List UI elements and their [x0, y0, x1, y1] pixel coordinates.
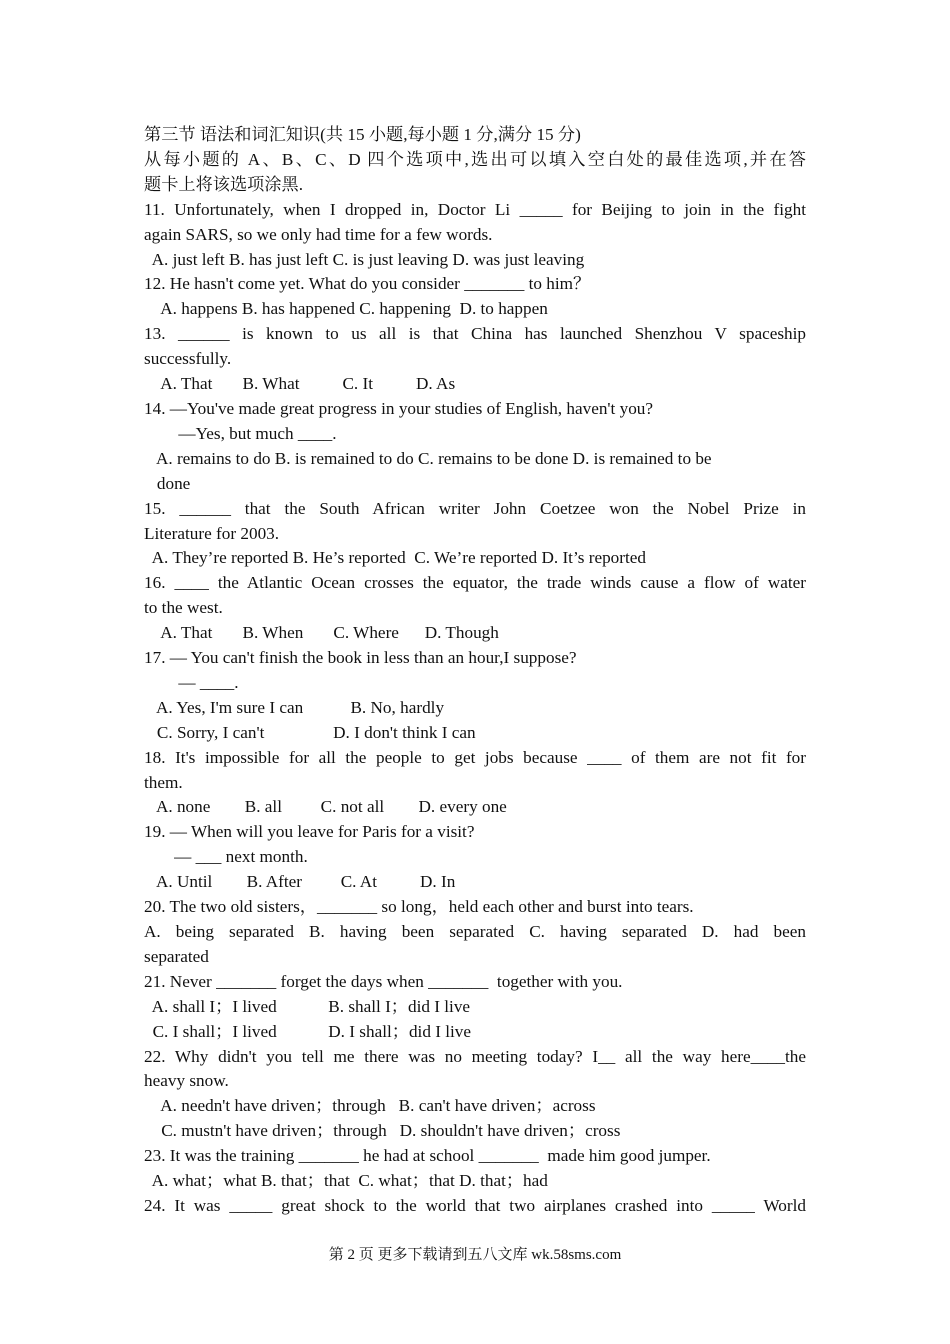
question-options: A. shall I；I lived B. shall I；did I live [144, 996, 471, 1016]
question-line: heavy snow. [144, 1071, 229, 1091]
question-line: successfully. [144, 349, 232, 369]
page-content [144, 123, 806, 1219]
question-line: 21. Never _______ forget the days when _______ together with you. [144, 971, 623, 991]
question-options: done [144, 473, 191, 493]
question-options: A. none B. all C. not all D. every one [144, 797, 507, 817]
question-23 [144, 1144, 806, 1194]
section-instruction: 题卡上将该选项涂黑. [144, 174, 303, 194]
question-line: 11. Unfortunately, when I dropped in, Doctor Li _____ for Beijing to join in the fight [144, 199, 806, 219]
question-options: separated [144, 946, 209, 966]
question-options: A. just left B. has just left C. is just leaving D. was just leaving [144, 249, 585, 269]
question-line: 24. It was _____ great shock to the world that two airplanes crashed into _____ World [144, 1195, 806, 1215]
question-options: A. Until B. After C. At D. In [144, 872, 456, 892]
question-line: 14. —You've made great progress in your studies of English, haven't you? [144, 398, 654, 418]
question-line: — ____. [144, 672, 239, 692]
question-line: 16. ____ the Atlantic Ocean crosses the equator, the trade winds cause a flow of water [144, 573, 806, 593]
question-line: 17. — You can't finish the book in less than an hour,I suppose? [144, 648, 577, 668]
question-15 [144, 497, 806, 572]
question-options: A. needn't have driven；through B. can't have driven；across [144, 1096, 596, 1116]
question-line: 12. He hasn't come yet. What do you consider _______ to him？ [144, 274, 591, 294]
question-options: A. happens B. has happened C. happening D. to happen [144, 299, 548, 319]
question-21 [144, 970, 806, 1045]
question-options: A. That B. What C. It D. As [144, 374, 456, 394]
question-line: 23. It was the training _______ he had at school _______ made him good jumper. [144, 1146, 711, 1166]
question-24 [144, 1194, 806, 1219]
question-line: 20. The two old sisters，_______ so long，held each other and burst into tears. [144, 897, 694, 917]
question-12 [144, 272, 806, 322]
question-line: 13. ______ is known to us all is that China has launched Shenzhou V spaceship [144, 324, 806, 344]
question-22 [144, 1045, 806, 1145]
question-11 [144, 198, 806, 273]
question-14 [144, 397, 806, 497]
question-options: A. Yes, I'm sure I can B. No, hardly [144, 697, 445, 717]
question-line: 19. — When will you leave for Paris for a visit? [144, 822, 475, 842]
question-line: to the west. [144, 598, 223, 618]
question-options: A. That B. When C. Where D. Though [144, 623, 499, 643]
question-17 [144, 646, 806, 746]
question-options: C. I shall；I lived D. I shall；did I live [144, 1021, 471, 1041]
question-16 [144, 571, 806, 646]
question-options: C. Sorry, I can't D. I don't think I can [144, 722, 476, 742]
page-footer: 第 2 页 更多下载请到五八文库 wk.58sms.com [328, 1247, 622, 1263]
question-20 [144, 895, 806, 970]
section-instruction: 从每小题的 A、B、C、D 四个选项中,选出可以填入空白处的最佳选项,并在答 [144, 149, 806, 169]
question-line: 15. ______ that the South African writer John Coetzee won the Nobel Prize in [144, 498, 806, 518]
question-line: again SARS, so we only had time for a few words. [144, 224, 493, 244]
question-19 [144, 820, 806, 895]
question-line: them. [144, 772, 183, 792]
question-options: A. being separated B. having been separated C. having separated D. had been [144, 922, 806, 941]
question-line: 18. It's impossible for all the people to get jobs because ____ of them are not fit for [144, 747, 806, 767]
question-options: A. They’re reported B. He’s reported C. We’re reported D. It’s reported [144, 548, 646, 568]
question-options: A. what；what B. that；that C. what；that D. that；had [144, 1171, 548, 1191]
question-18 [144, 746, 806, 821]
question-line: — ___ next month. [144, 847, 308, 867]
section-title: 第三节 语法和词汇知识(共 15 小题,每小题 1 分,满分 15 分) [144, 125, 581, 144]
question-options: A. remains to do B. is remained to do C. remains to be done D. is remained to be [144, 448, 712, 468]
question-options: C. mustn't have driven；through D. shouldn't have driven；cross [144, 1121, 621, 1141]
question-line: —Yes, but much ____. [144, 423, 337, 443]
question-line: 22. Why didn't you tell me there was no meeting today? I__ all the way here____the [144, 1046, 806, 1066]
question-line: Literature for 2003. [144, 523, 280, 543]
question-13 [144, 322, 806, 397]
